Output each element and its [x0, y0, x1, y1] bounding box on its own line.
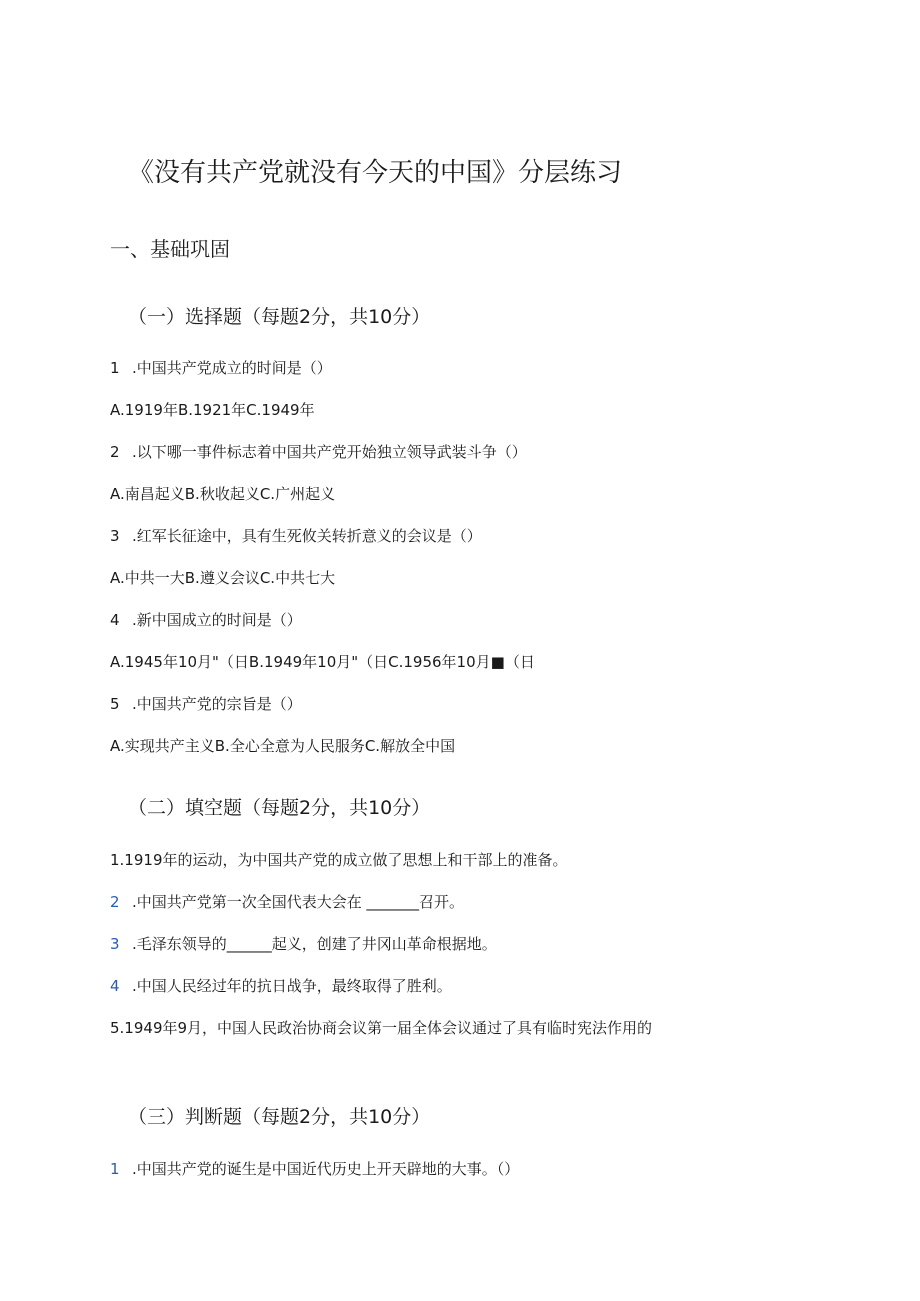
section-heading-basic: 一、基础巩固 [110, 237, 230, 261]
question-number: 4 [110, 611, 120, 629]
judge-question-1 [110, 1158, 519, 1179]
page-title: 《没有共产党就没有今天的中国》分层练习 [128, 158, 623, 188]
question-number: 1 [110, 359, 120, 377]
question-number: 3 [110, 527, 120, 545]
fill-question-3 [110, 933, 497, 954]
heading-true-false: （三）判断题（每题2分，共10分） [128, 1106, 431, 1128]
question-text: .新中国成立的时间是（） [132, 611, 302, 629]
fill-question-2 [110, 891, 464, 912]
question-number: 4 [110, 977, 120, 995]
question-text: .中国共产党成立的时间是（） [132, 359, 332, 377]
heading-multiple-choice: （一）选择题（每题2分，共10分） [128, 306, 431, 328]
question-number: 3 [110, 935, 120, 953]
question-text: .中国共产党的诞生是中国近代历史上开天辟地的大事。（） [132, 1160, 520, 1178]
question-2 [110, 441, 527, 462]
question-text: .中国人民经过年的抗日战争，最终取得了胜利。 [132, 977, 452, 995]
question-number: 2 [110, 443, 120, 461]
question-number: 1 [110, 1160, 120, 1178]
question-5-options: A.实现共产主义B.全心全意为人民服务C.解放全中国 [110, 737, 456, 755]
question-3 [110, 525, 482, 546]
question-text: .中国共产党第一次全国代表大会在 _______召开。 [132, 893, 465, 911]
question-1-options: A.1919年B.1921年C.1949年 [110, 401, 315, 419]
fill-question-1: 1.1919年的运动，为中国共产党的成立做了思想上和干部上的准备。 [110, 851, 568, 869]
question-number: 5 [110, 695, 120, 713]
question-1 [110, 357, 332, 378]
question-number: 2 [110, 893, 120, 911]
question-3-options: A.中共一大B.遵义会议C.中共七大 [110, 569, 336, 587]
question-4 [110, 609, 302, 630]
question-2-options: A.南昌起义B.秋收起义C.广州起义 [110, 485, 336, 503]
question-text: .毛泽东领导的______起义，创建了井冈山革命根据地。 [132, 935, 497, 953]
question-text: .红军长征途中，具有生死攸关转折意义的会议是（） [132, 527, 482, 545]
question-4-options: A.1945年10月"（日B.1949年10月"（日C.1956年10月■（日 [110, 653, 535, 671]
question-5 [110, 693, 302, 714]
fill-question-4 [110, 975, 452, 996]
heading-fill-blank: （二）填空题（每题2分，共10分） [128, 797, 431, 819]
question-text: .以下哪一事件标志着中国共产党开始独立领导武装斗争（） [132, 443, 527, 461]
question-text: .中国共产党的宗旨是（） [132, 695, 302, 713]
fill-question-5: 5.1949年9月，中国人民政治协商会议第一届全体会议通过了具有临时宪法作用的 [110, 1019, 653, 1037]
